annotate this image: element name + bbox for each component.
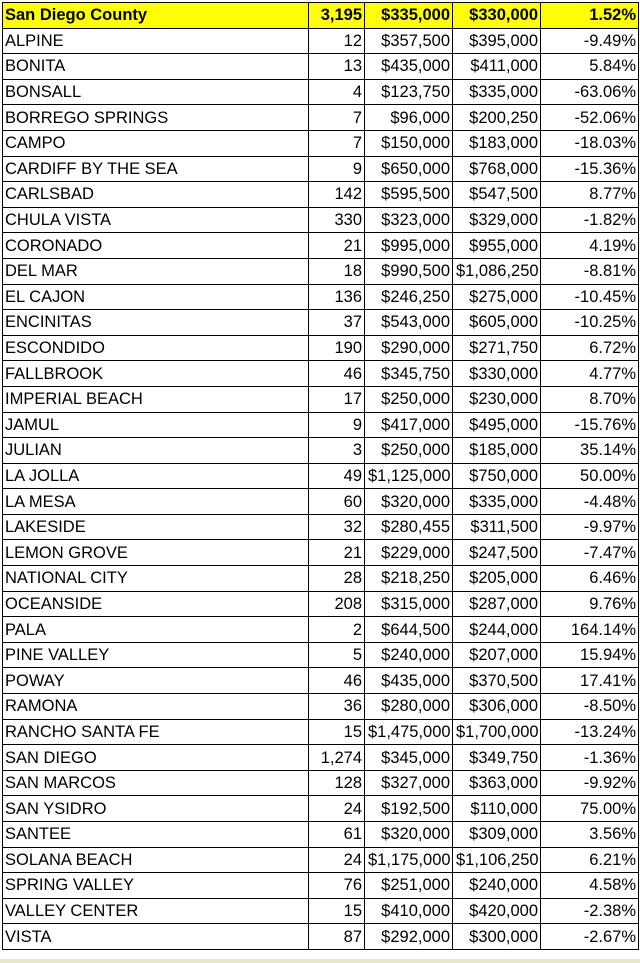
cell-name[interactable]: SAN MARCOS (3, 770, 309, 796)
cell-price-2[interactable]: $955,000 (453, 233, 541, 259)
cell-name[interactable]: CHULA VISTA (3, 207, 309, 233)
cell-change[interactable]: -10.45% (541, 284, 639, 310)
cell-count[interactable]: 12 (309, 28, 365, 54)
table-row (3, 822, 639, 848)
cell-price-2[interactable]: $420,000 (453, 898, 541, 924)
cell-count[interactable]: 32 (309, 514, 365, 540)
header-count[interactable]: 3,195 (309, 3, 365, 29)
cell-change[interactable]: -1.36% (541, 745, 639, 771)
cell-price-2[interactable]: $335,000 (453, 489, 541, 515)
cell-count[interactable]: 9 (309, 412, 365, 438)
cell-name[interactable]: LEMON GROVE (3, 540, 309, 566)
cell-price-2[interactable]: $363,000 (453, 770, 541, 796)
table-row (3, 770, 639, 796)
cell-change[interactable]: 164.14% (541, 617, 639, 643)
table-row (3, 438, 639, 464)
table-row (3, 207, 639, 233)
cell-price-1[interactable]: $320,000 (365, 822, 453, 848)
cell-price-1[interactable]: $345,750 (365, 361, 453, 387)
cell-change[interactable]: -15.76% (541, 412, 639, 438)
cell-price-1[interactable]: $292,000 (365, 924, 453, 950)
cell-count[interactable]: 21 (309, 233, 365, 259)
cell-price-1[interactable]: $595,500 (365, 182, 453, 208)
cell-name[interactable]: SAN YSIDRO (3, 796, 309, 822)
cell-price-1[interactable]: $323,000 (365, 207, 453, 233)
cell-price-2[interactable]: $750,000 (453, 463, 541, 489)
cell-price-2[interactable]: $275,000 (453, 284, 541, 310)
cell-price-2[interactable]: $183,000 (453, 130, 541, 156)
cell-change[interactable]: 6.21% (541, 847, 639, 873)
cell-price-1[interactable]: $123,750 (365, 79, 453, 105)
cell-change[interactable]: -7.47% (541, 540, 639, 566)
table-row (3, 617, 639, 643)
cell-price-1[interactable]: $327,000 (365, 770, 453, 796)
cell-price-2[interactable]: $185,000 (453, 438, 541, 464)
table-row (3, 694, 639, 720)
cell-price-1[interactable]: $96,000 (365, 105, 453, 131)
cell-count[interactable]: 36 (309, 694, 365, 720)
cell-name[interactable]: FALLBROOK (3, 361, 309, 387)
table-row (3, 591, 639, 617)
cell-change[interactable]: -2.38% (541, 898, 639, 924)
table-row (3, 719, 639, 745)
header-change[interactable]: 1.52% (541, 3, 639, 29)
cell-name[interactable]: PINE VALLEY (3, 642, 309, 668)
table-row (3, 386, 639, 412)
cell-name[interactable]: BONITA (3, 54, 309, 80)
cell-change[interactable]: 75.00% (541, 796, 639, 822)
cell-change[interactable]: 4.19% (541, 233, 639, 259)
cell-price-1[interactable]: $251,000 (365, 873, 453, 899)
cell-change[interactable]: -15.36% (541, 156, 639, 182)
cell-change[interactable]: 6.72% (541, 335, 639, 361)
cell-name[interactable]: JULIAN (3, 438, 309, 464)
table-row (3, 668, 639, 694)
cell-change[interactable]: -9.92% (541, 770, 639, 796)
table-row (3, 873, 639, 899)
cell-price-2[interactable]: $300,000 (453, 924, 541, 950)
cell-name[interactable]: OCEANSIDE (3, 591, 309, 617)
cell-price-2[interactable]: $1,106,250 (453, 847, 541, 873)
cell-price-2[interactable]: $306,000 (453, 694, 541, 720)
table-row (3, 566, 639, 592)
cell-price-2[interactable]: $230,000 (453, 386, 541, 412)
cell-price-2[interactable]: $495,000 (453, 412, 541, 438)
cell-name[interactable]: ENCINITAS (3, 310, 309, 336)
table-row (3, 105, 639, 131)
cell-name[interactable]: LA JOLLA (3, 463, 309, 489)
cell-count[interactable]: 18 (309, 258, 365, 284)
table-row (3, 182, 639, 208)
cell-count[interactable]: 21 (309, 540, 365, 566)
table-row (3, 233, 639, 259)
cell-name[interactable]: IMPERIAL BEACH (3, 386, 309, 412)
cell-price-2[interactable]: $349,750 (453, 745, 541, 771)
table-row (3, 335, 639, 361)
cell-name[interactable]: SPRING VALLEY (3, 873, 309, 899)
cell-change[interactable]: 15.94% (541, 642, 639, 668)
table-row (3, 361, 639, 387)
table-row (3, 28, 639, 54)
table-row (3, 284, 639, 310)
cell-price-1[interactable]: $280,000 (365, 694, 453, 720)
cell-price-1[interactable]: $1,125,000 (365, 463, 453, 489)
header-row (3, 3, 639, 29)
header-price-2[interactable]: $330,000 (453, 3, 541, 29)
cell-change[interactable]: 17.41% (541, 668, 639, 694)
cell-price-2[interactable]: $547,500 (453, 182, 541, 208)
cell-count[interactable]: 24 (309, 847, 365, 873)
cell-count[interactable]: 76 (309, 873, 365, 899)
cell-count[interactable]: 1,274 (309, 745, 365, 771)
cell-count[interactable]: 128 (309, 770, 365, 796)
cell-price-1[interactable]: $218,250 (365, 566, 453, 592)
cell-price-1[interactable]: $417,000 (365, 412, 453, 438)
cell-price-1[interactable]: $315,000 (365, 591, 453, 617)
cell-count[interactable]: 61 (309, 822, 365, 848)
cell-name[interactable]: ALPINE (3, 28, 309, 54)
cell-price-1[interactable]: $1,175,000 (365, 847, 453, 873)
cell-price-1[interactable]: $410,000 (365, 898, 453, 924)
cell-name[interactable]: ESCONDIDO (3, 335, 309, 361)
cell-count[interactable]: 136 (309, 284, 365, 310)
cell-count[interactable]: 49 (309, 463, 365, 489)
cell-price-1[interactable]: $345,000 (365, 745, 453, 771)
cell-price-2[interactable]: $1,086,250 (453, 258, 541, 284)
cell-price-2[interactable]: $605,000 (453, 310, 541, 336)
cell-change[interactable]: -1.82% (541, 207, 639, 233)
cell-change[interactable]: -4.48% (541, 489, 639, 515)
cell-count[interactable]: 3 (309, 438, 365, 464)
cell-price-2[interactable]: $309,000 (453, 822, 541, 848)
cell-count[interactable]: 60 (309, 489, 365, 515)
cell-change[interactable]: -8.81% (541, 258, 639, 284)
cell-count[interactable]: 24 (309, 796, 365, 822)
cell-count[interactable]: 7 (309, 105, 365, 131)
cell-price-1[interactable]: $192,500 (365, 796, 453, 822)
table-row (3, 540, 639, 566)
cell-count[interactable]: 330 (309, 207, 365, 233)
cell-price-2[interactable]: $370,500 (453, 668, 541, 694)
table-row (3, 463, 639, 489)
cell-count[interactable]: 28 (309, 566, 365, 592)
table-row (3, 79, 639, 105)
cell-name[interactable]: RANCHO SANTA FE (3, 719, 309, 745)
cell-change[interactable]: 35.14% (541, 438, 639, 464)
table-row (3, 412, 639, 438)
cell-change[interactable]: -9.49% (541, 28, 639, 54)
table-row (3, 156, 639, 182)
cell-change[interactable]: -13.24% (541, 719, 639, 745)
cell-change[interactable]: 9.76% (541, 591, 639, 617)
cell-price-1[interactable]: $290,000 (365, 335, 453, 361)
cell-price-2[interactable]: $207,000 (453, 642, 541, 668)
cell-name[interactable]: JAMUL (3, 412, 309, 438)
cell-price-1[interactable]: $435,000 (365, 668, 453, 694)
cell-count[interactable]: 17 (309, 386, 365, 412)
cell-count[interactable]: 46 (309, 361, 365, 387)
cell-change[interactable]: 6.46% (541, 566, 639, 592)
cell-price-1[interactable]: $644,500 (365, 617, 453, 643)
cell-name[interactable]: PALA (3, 617, 309, 643)
cell-price-1[interactable]: $543,000 (365, 310, 453, 336)
table-row (3, 642, 639, 668)
cell-count[interactable]: 5 (309, 642, 365, 668)
cell-price-1[interactable]: $150,000 (365, 130, 453, 156)
cell-price-1[interactable]: $250,000 (365, 386, 453, 412)
cell-count[interactable]: 37 (309, 310, 365, 336)
cell-name[interactable]: BONSALL (3, 79, 309, 105)
cell-price-1[interactable]: $435,000 (365, 54, 453, 80)
cell-name[interactable]: SOLANA BEACH (3, 847, 309, 873)
cell-count[interactable]: 15 (309, 898, 365, 924)
price-table (2, 2, 639, 950)
cell-price-2[interactable]: $768,000 (453, 156, 541, 182)
cell-price-1[interactable]: $650,000 (365, 156, 453, 182)
cell-price-1[interactable]: $320,000 (365, 489, 453, 515)
table-row (3, 924, 639, 950)
cell-price-1[interactable]: $229,000 (365, 540, 453, 566)
cell-price-2[interactable]: $110,000 (453, 796, 541, 822)
cell-name[interactable]: VISTA (3, 924, 309, 950)
cell-count[interactable]: 4 (309, 79, 365, 105)
cell-name[interactable]: SANTEE (3, 822, 309, 848)
cell-change[interactable]: -52.06% (541, 105, 639, 131)
table-row (3, 514, 639, 540)
cell-price-2[interactable]: $205,000 (453, 566, 541, 592)
cell-change[interactable]: -2.67% (541, 924, 639, 950)
cell-price-1[interactable]: $240,000 (365, 642, 453, 668)
cell-name[interactable]: POWAY (3, 668, 309, 694)
table-row (3, 847, 639, 873)
cell-price-2[interactable]: $240,000 (453, 873, 541, 899)
header-price-1[interactable]: $335,000 (365, 3, 453, 29)
cell-name[interactable]: CARDIFF BY THE SEA (3, 156, 309, 182)
cell-price-1[interactable]: $995,000 (365, 233, 453, 259)
cell-count[interactable]: 15 (309, 719, 365, 745)
cell-price-1[interactable]: $280,455 (365, 514, 453, 540)
cell-price-2[interactable]: $329,000 (453, 207, 541, 233)
cell-price-2[interactable]: $330,000 (453, 361, 541, 387)
cell-count[interactable]: 46 (309, 668, 365, 694)
cell-count[interactable]: 142 (309, 182, 365, 208)
cell-price-1[interactable]: $246,250 (365, 284, 453, 310)
cell-count[interactable]: 7 (309, 130, 365, 156)
cell-name[interactable]: CAMPO (3, 130, 309, 156)
cell-name[interactable]: SAN DIEGO (3, 745, 309, 771)
cell-price-1[interactable]: $990,500 (365, 258, 453, 284)
cell-price-1[interactable]: $250,000 (365, 438, 453, 464)
cell-change[interactable]: 4.77% (541, 361, 639, 387)
cell-price-1[interactable]: $357,500 (365, 28, 453, 54)
bottom-edge (0, 959, 640, 963)
cell-name[interactable]: LA MESA (3, 489, 309, 515)
cell-price-2[interactable]: $200,250 (453, 105, 541, 131)
cell-name[interactable]: VALLEY CENTER (3, 898, 309, 924)
cell-count[interactable]: 87 (309, 924, 365, 950)
table-row (3, 489, 639, 515)
table-row (3, 258, 639, 284)
cell-name[interactable]: EL CAJON (3, 284, 309, 310)
cell-change[interactable]: 4.58% (541, 873, 639, 899)
cell-name[interactable]: CARLSBAD (3, 182, 309, 208)
cell-count[interactable]: 13 (309, 54, 365, 80)
cell-change[interactable]: 3.56% (541, 822, 639, 848)
cell-change[interactable]: -10.25% (541, 310, 639, 336)
cell-name[interactable]: BORREGO SPRINGS (3, 105, 309, 131)
cell-count[interactable]: 9 (309, 156, 365, 182)
table-row (3, 310, 639, 336)
cell-price-1[interactable]: $1,475,000 (365, 719, 453, 745)
table-row (3, 745, 639, 771)
cell-price-2[interactable]: $287,000 (453, 591, 541, 617)
cell-change[interactable]: 50.00% (541, 463, 639, 489)
cell-price-2[interactable]: $335,000 (453, 79, 541, 105)
cell-change[interactable]: -18.03% (541, 130, 639, 156)
cell-change[interactable]: -8.50% (541, 694, 639, 720)
cell-name[interactable]: RAMONA (3, 694, 309, 720)
cell-price-2[interactable]: $247,500 (453, 540, 541, 566)
cell-name[interactable]: LAKESIDE (3, 514, 309, 540)
table-body (3, 3, 639, 950)
cell-price-2[interactable]: $411,000 (453, 54, 541, 80)
cell-count[interactable]: 190 (309, 335, 365, 361)
cell-change[interactable]: -63.06% (541, 79, 639, 105)
table-row (3, 54, 639, 80)
cell-count[interactable]: 2 (309, 617, 365, 643)
cell-price-2[interactable]: $1,700,000 (453, 719, 541, 745)
table-row (3, 130, 639, 156)
cell-name[interactable]: CORONADO (3, 233, 309, 259)
cell-price-2[interactable]: $271,750 (453, 335, 541, 361)
cell-change[interactable]: -9.97% (541, 514, 639, 540)
table-row (3, 796, 639, 822)
cell-change[interactable]: 8.77% (541, 182, 639, 208)
cell-price-2[interactable]: $244,000 (453, 617, 541, 643)
cell-count[interactable]: 208 (309, 591, 365, 617)
cell-price-2[interactable]: $311,500 (453, 514, 541, 540)
table-row (3, 898, 639, 924)
cell-change[interactable]: 8.70% (541, 386, 639, 412)
cell-change[interactable]: 5.84% (541, 54, 639, 80)
cell-name[interactable]: NATIONAL CITY (3, 566, 309, 592)
header-name[interactable]: San Diego County (3, 3, 309, 29)
cell-price-2[interactable]: $395,000 (453, 28, 541, 54)
cell-name[interactable]: DEL MAR (3, 258, 309, 284)
